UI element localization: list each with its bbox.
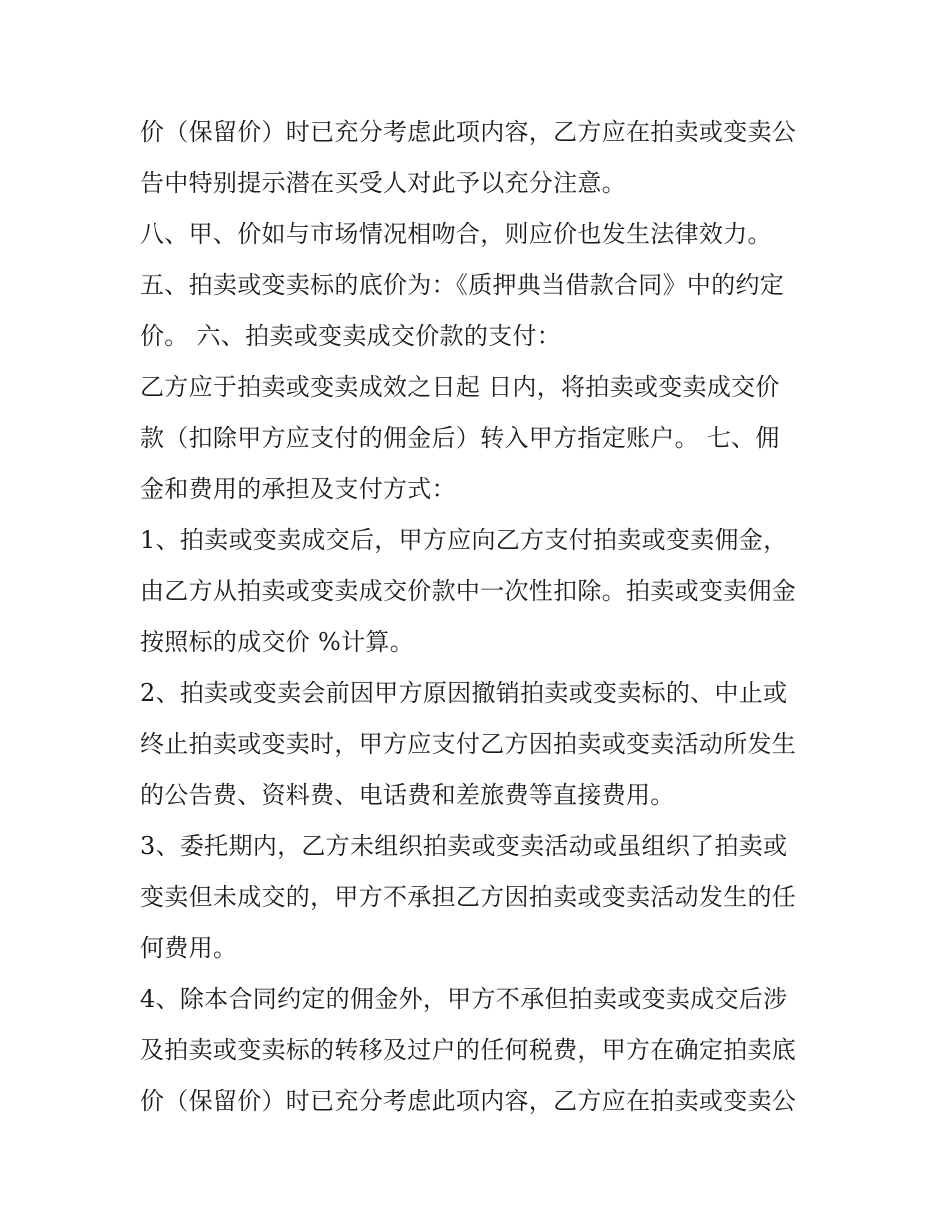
text-line: 4、除本合同约定的佣金外，甲方不承但拍卖或变卖成交后涉 — [140, 985, 788, 1013]
text-line: 告中特别提示潜在买受人对此予以充分注意。 — [140, 169, 626, 197]
text-line: 价。 六、拍卖或变卖成交价款的支付： — [140, 322, 562, 350]
text-line: 变卖但未成交的，甲方不承担乙方因拍卖或变卖活动发生的任 — [140, 883, 797, 911]
text-line: 金和费用的承担及支付方式： — [140, 475, 456, 503]
text-line: 终止拍卖或变卖时，甲方应支付乙方因拍卖或变卖活动所发生 — [140, 730, 797, 758]
text-line: 2、拍卖或变卖会前因甲方原因撤销拍卖或变卖标的、中止或 — [140, 679, 788, 707]
text-line: 款（扣除甲方应支付的佣金后）转入甲方指定账户。 七、佣 — [140, 424, 780, 452]
text-line: 乙方应于拍卖或变卖成效之日起 日内，将拍卖或变卖成交价 — [140, 373, 780, 401]
text-line: 何费用。 — [140, 934, 238, 962]
text-line: 按照标的成交价 %计算。 — [140, 628, 415, 656]
text-line: 1、拍卖或变卖成交后，甲方应向乙方支付拍卖或变卖佣金， — [140, 526, 788, 554]
text-line: 3、委托期内，乙方未组织拍卖或变卖活动或虽组织了拍卖或 — [140, 832, 788, 860]
text-line: 五、拍卖或变卖标的底价为：《质押典当借款合同》中的约定 — [140, 271, 785, 299]
document-body — [140, 110, 820, 1130]
text-line: 由乙方从拍卖或变卖成交价款中一次性扣除。拍卖或变卖佣金 — [140, 577, 797, 605]
text-line: 及拍卖或变卖标的转移及过户的任何税费，甲方在确定拍卖底 — [140, 1036, 797, 1064]
text-line: 八、甲、价如与市场情况相吻合，则应价也发生法律效力。 — [140, 220, 772, 248]
text-line: 价（保留价）时已充分考虑此项内容，乙方应在拍卖或变卖公 — [140, 1087, 797, 1115]
text-line: 价（保留价）时已充分考虑此项内容，乙方应在拍卖或变卖公 — [140, 118, 797, 146]
text-line: 的公告费、资料费、电话费和差旅费等直接费用。 — [140, 781, 675, 809]
